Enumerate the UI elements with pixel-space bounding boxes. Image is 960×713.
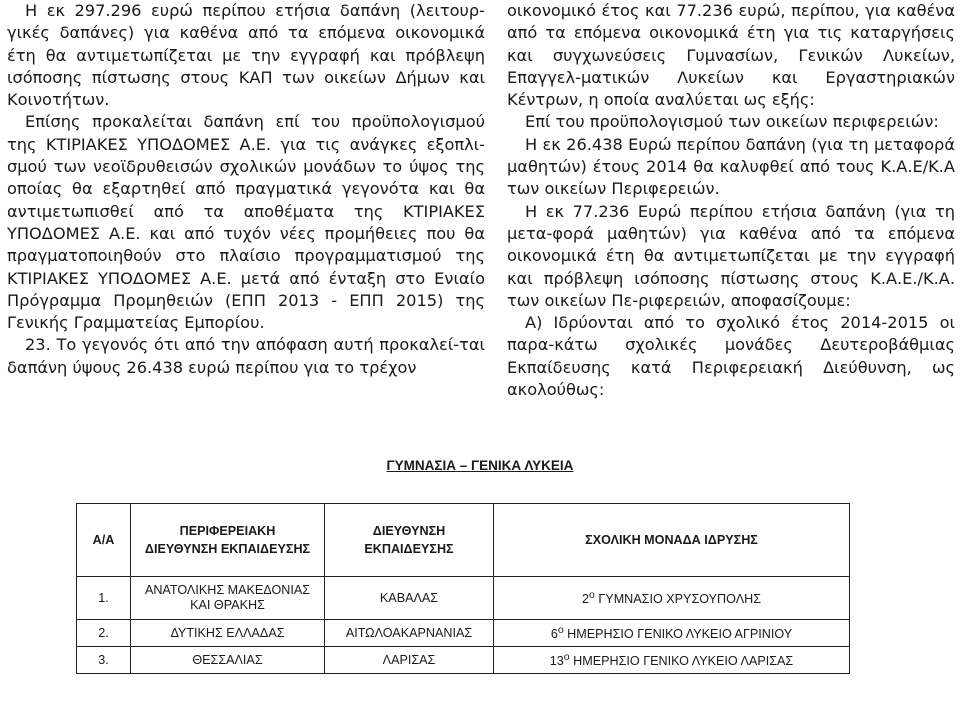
paragraph-regional-budget: Επί του προϋπολογισμού των οικείων περιφερειών:	[525, 112, 939, 132]
school-number: 6	[550, 627, 558, 642]
school-name: ΓΥΜΝΑΣΙΟ ΧΡΥΣΟΥΠΟΛΗΣ	[594, 592, 761, 607]
row-region	[131, 577, 325, 620]
row-region-line2: ΚΑΙ ΘΡΑΚΗΣ	[190, 598, 265, 612]
ordinal-suffix: ο	[557, 624, 564, 637]
header-aa: Α/Α	[77, 504, 131, 577]
paragraph-continuation: οικονομικό έτος και 77.236 ευρώ, περίπου, για καθένα από τα επόμενα οικονομικά έτη για τις καταργήσεις και συγχωνεύσεις Γυμνασίων, Γενικών Λυκείων, Επαγγελ-ματικών Λυκείων και Εργαστηριακών Κέντρων, η οποία αναλύεται ως εξής:	[507, 1, 955, 110]
school-name: ΗΜΕΡΗΣΙΟ ΓΕΝΙΚΟ ΛΥΚΕΙΟ ΛΑΡΙΣΑΣ	[569, 654, 794, 669]
school-name: ΗΜΕΡΗΣΙΟ ΓΕΝΙΚΟ ΛΥΚΕΙΟ ΑΓΡΙΝΙΟΥ	[563, 627, 793, 642]
table-header-row	[77, 504, 850, 577]
header-region-line1: ΠΕΡΙΦΕΡΕΙΑΚΗ	[179, 524, 276, 538]
ordinal-suffix: ο	[563, 651, 570, 664]
left-text-column	[7, 0, 485, 379]
schools-table	[76, 503, 850, 674]
row-direction: ΛΑΡΙΣΑΣ	[325, 647, 494, 674]
table-row	[77, 620, 850, 647]
row-region-line1: ΑΝΑΤΟΛΙΚΗΣ ΜΑΚΕΔΟΝΙΑΣ	[144, 583, 311, 597]
paragraph-item-23: 23. Το γεγονός ότι από την απόφαση αυτή προκαλεί-ται δαπάνη ύψους 26.438 ευρώ περίπου για το τρέχον	[7, 335, 485, 377]
row-region: ΘΕΣΣΑΛΙΑΣ	[131, 647, 325, 674]
table-title: ΓΥΜΝΑΣΙΑ – ΓΕΝΙΚΑ ΛΥΚΕΙΑ	[386, 458, 574, 473]
paragraph-operating-costs: Η εκ 297.296 ευρώ περίπου ετήσια δαπάνη (λειτουρ-γικές δαπάνες) για καθένα από τα επόμενα οικονομικά έτη θα αντιμετωπίζεται με την εγγραφή και πρόβλεψη ισόποσης πίστωσης στους ΚΑΠ των οικείων Δήμων και Κοινοτήτων.	[7, 1, 485, 110]
row-number: 3.	[77, 647, 131, 674]
right-text-column	[507, 0, 955, 401]
row-school	[494, 620, 850, 647]
header-direction	[325, 504, 494, 577]
row-number: 2.	[77, 620, 131, 647]
header-region	[131, 504, 325, 577]
school-number: 13	[549, 654, 564, 669]
row-number: 1.	[77, 577, 131, 620]
paragraph-annual-cost: Η εκ 77.236 Ευρώ περίπου ετήσια δαπάνη (για τη μετα-φορά μαθητών) για καθένα από τα επόμενα οικονομικά έτη θα αντιμετωπίζεται με την εγγραφή και πρόβλεψη ισόποσης πίστωσης στους Κ.Α.Ε./Κ.Α. των οικείων Πε-ριφερειών, αποφασίζουμε:	[507, 201, 955, 310]
paragraph-cost-2014: Η εκ 26.438 Ευρώ περίπου δαπάνη (για τη μεταφορά μαθητών) έτους 2014 θα καλυφθεί από τους Κ.Α.Ε/Κ.Α των οικείων Περιφερειών.	[507, 134, 955, 199]
header-direction-line2: ΕΚΠΑΙΔΕΥΣΗΣ	[364, 542, 454, 556]
table-row	[77, 647, 850, 674]
row-school	[494, 577, 850, 620]
header-direction-line1: ΔΙΕΥΘΥΝΣΗ	[372, 524, 446, 538]
ordinal-suffix: ο	[589, 589, 595, 602]
school-number: 2	[582, 592, 590, 607]
header-school: ΣΧΟΛΙΚΗ ΜΟΝΑΔΑ ΙΔΡΥΣΗΣ	[494, 504, 850, 577]
table-row	[77, 577, 850, 620]
paragraph-decision-a: Α) Ιδρύονται από το σχολικό έτος 2014-2015 οι παρα-κάτω σχολικές μονάδες Δευτεροβάθμιας Εκπαίδευσης κατά Περιφερειακή Διεύθυνση, ως ακολούθως:	[507, 313, 955, 400]
paragraph-equipment-costs: Επίσης προκαλείται δαπάνη επί του προϋπολογισμού της ΚΤΙΡΙΑΚΕΣ ΥΠΟΔΟΜΕΣ Α.Ε. για τις ανάγκες εξοπλι-σμού των νεοϊδρυθεισών σχολικών μονάδων το ύψος της οποίας θα εξαρτηθεί από πραγματικά γεγονότα και θα αντιμετωπισθεί από τα αποθέματα της ΚΤΙΡΙΑΚΕΣ ΥΠΟΔΟΜΕΣ Α.Ε. και από τυχόν νέες προμήθειες που θα πραγματοποιηθούν στο πλαίσιο προγραμματισμού της ΚΤΙΡΙΑΚΕΣ ΥΠΟΔΟΜΕΣ Α.Ε. μετά από ένταξη στο Ενιαίο Πρόγραμμα Προμηθειών (ΕΠΠ 2013 - ΕΠΠ 2015) της Γενικής Γραμματείας Εμπορίου.	[7, 112, 485, 333]
row-region: ΔΥΤΙΚΗΣ ΕΛΛΑΔΑΣ	[131, 620, 325, 647]
header-region-line2: ΔΙΕΥΘΥΝΣΗ ΕΚΠΑΙΔΕΥΣΗΣ	[144, 542, 311, 556]
row-school	[494, 647, 850, 674]
row-direction: ΚΑΒΑΛΑΣ	[325, 577, 494, 620]
row-direction: ΑΙΤΩΛΟΑΚΑΡΝΑΝΙΑΣ	[325, 620, 494, 647]
